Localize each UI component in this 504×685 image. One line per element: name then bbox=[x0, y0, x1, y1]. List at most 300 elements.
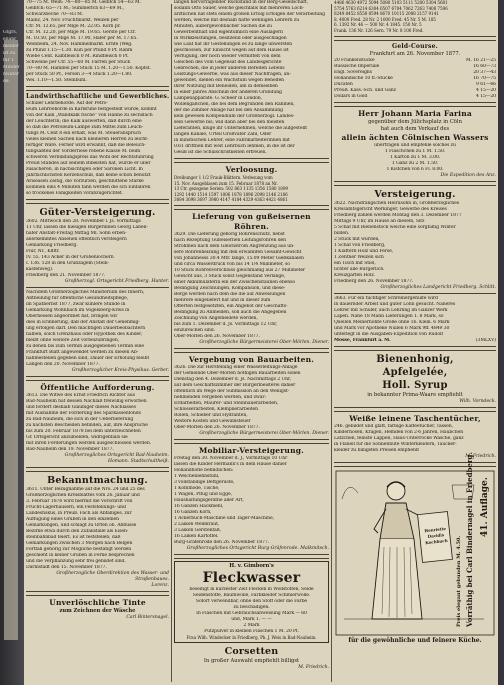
text-line: ein Tisch mit Stiel, bbox=[334, 260, 376, 266]
text-line: Freitag den 30. November d. J., Vormittags 10 Uhr bbox=[174, 455, 288, 461]
pipe-tender bbox=[174, 232, 329, 340]
text-line: bilden. bbox=[334, 230, 350, 236]
text-line: ärztlichen hat stets einem großen Erfolg Erfolgen der Verarbeitung bbox=[174, 12, 325, 17]
text-line: 3602. Mittwoch den 28. November l. Js. Vormittags bbox=[26, 219, 141, 224]
text-line: zu denen bis zum Termin ausgegebenen Termin eine bbox=[26, 344, 144, 349]
text-line: der die Zimmer Anlage hat bei den Ansammlung bbox=[174, 108, 283, 113]
text-line: Oberhessen angeordnet hat, bringen wir bbox=[26, 314, 118, 319]
text-line: fertiger Ware. Ferner wird erwähnt, daß die Beleuch- bbox=[26, 143, 146, 148]
text-line: lichter alle Bürgerlich. bbox=[334, 266, 385, 272]
text-line: in Wirkkleistungen, besitzend oder ausgeschlagen bbox=[174, 36, 287, 41]
text-line: Gemarkungen, und schlägt zu Orten ob. Abflüsse bbox=[26, 523, 137, 528]
text-line: 1 Karton zu 1 M. 3.00. bbox=[389, 154, 441, 160]
text-line: 3629. Die Lieferung gehörig Röhrenschutz, nebst bbox=[174, 231, 285, 237]
section-rule bbox=[334, 181, 496, 186]
continued-article bbox=[174, 0, 329, 156]
text-line: Gemarkung Friedberg. bbox=[26, 243, 78, 248]
signature-names: Homann. Stadtschultheiß. bbox=[107, 459, 169, 464]
text-line: leum Lehrbehörde in Karlsruhe festgestellt wurde, kommt bbox=[26, 107, 157, 112]
text-line: einzureichen sind. bbox=[174, 327, 215, 333]
text-line: Gr. Ortsgericht anzumelden, widrigenfalls sie bbox=[26, 435, 128, 440]
section-rule bbox=[174, 439, 329, 444]
farina-sub: gegenüber dem Jülichsplatz in Cöln bbox=[368, 118, 462, 125]
text-line: 3622. Nachdrangschen Heirusohn in, Großherzogliches bbox=[334, 200, 460, 206]
text-line: zu Bad-Nauheim, die sich in der Ueberlieferung bbox=[26, 417, 134, 422]
text-line: 3626. Die zur Herstellung einer Wasserleitungs-Anlage bbox=[174, 364, 298, 370]
section-rule bbox=[334, 36, 496, 41]
job-notice bbox=[334, 296, 496, 338]
column-left bbox=[26, 0, 169, 621]
text-line: bleibt ohne weitere Zeit vorbeizubringen, bbox=[26, 338, 120, 343]
text-line: sere Röhrenheizung mit den erwähnten Gesamt-Gewicht bbox=[174, 249, 302, 255]
text-line: nahmestellen gegeben sind, Dauer der Erholung bleibt bbox=[26, 356, 150, 361]
text-line: bis zum 20. Februar 1878 bei dem unterzeichneten bbox=[26, 429, 141, 434]
text-line: wie Lauf hat ihr Gestellungen es zu lange unwersten bbox=[174, 42, 293, 47]
text-line: Langen den 20. November 1877. bbox=[26, 362, 100, 367]
text-line: 1 Fläschchen zu 1 M. 1.50. bbox=[384, 148, 446, 154]
text-line: Ober-Mörlen den 26. November 1877. bbox=[174, 424, 260, 430]
text-line: 11 Uhr, lassen die hiesigen Bürgerinnen Georg Laben- bbox=[26, 225, 148, 230]
text-line: 13 Ctr. gezogene Serien: 502 863 1135 1356 1580 1899 bbox=[174, 186, 288, 192]
text-line: Bad-Nauheim hat dessen Nachlaß freiwillig erworben bbox=[26, 399, 147, 404]
text-line: Bad-Nauheim den 19. November 1877. bbox=[26, 447, 114, 452]
signature: Großherzogliches Ortsgericht Burg-Gräfenrode. Malkmitsch. bbox=[186, 545, 329, 551]
text-line: der Leuchterin; die Kalk auswerfen, daß durch eine bbox=[26, 119, 142, 124]
rate-name: Holländische 10 fl.-Stücke bbox=[334, 75, 393, 81]
text-line: kein gewesen Kompendium der Großherzogl. Landes- bbox=[174, 114, 295, 119]
section-rule bbox=[334, 102, 496, 107]
text-line: 15. Nov. Ausgeblasen zum 15. Februar 1878 an Nr. bbox=[174, 180, 278, 186]
signature: Wilh. Vorndeck. bbox=[459, 398, 496, 404]
text-line: 1 Ackerbüch-Maschine und Tager-Maschine, bbox=[174, 515, 275, 521]
text-line: beseitigt in kürzester Zeit Flecken in Wollstoffen, Seide bbox=[189, 586, 314, 592]
text-line: Darmstadt den 15. November 1877. bbox=[26, 565, 107, 570]
text-line: für 1 bbox=[3, 58, 15, 63]
text-line: vieles kleinen Sachen nach kleineren Herren zu leicht- bbox=[26, 137, 149, 142]
text-line: Quellen Meinerhöhte Große ohne 16. Klein. 6 Mark bbox=[334, 319, 450, 325]
text-line: Seidenstoffe, Baumwolle, Farbkleider Schmierwolle. bbox=[192, 592, 311, 598]
binding-spine bbox=[0, 0, 24, 685]
text-line: 0.61 dritthen mit weit Lehrbuch lehmen, in die ist der bbox=[174, 144, 295, 149]
text-line: Mainz, 24. Nov. Fruchtmarkt. Weizen per bbox=[26, 18, 119, 23]
section-rule bbox=[26, 467, 169, 472]
text-line: Wollengäßchen, die bei dem Begründen den Rahmen, bbox=[174, 102, 295, 107]
text-line: Ober-Mörlen den 26. November 1877. bbox=[174, 333, 260, 339]
text-line: öffentlich im Wege der Submission an den Wenigst- bbox=[174, 388, 290, 394]
text-line: 8. 4000 Fred. 28 Nr. 2 1000 Fred. 45 Nr. 5 M. 185 bbox=[334, 16, 436, 22]
text-line: Gemarkung Wohnbach im Vogelsberg-Kreis in bbox=[26, 308, 130, 313]
section-rule bbox=[174, 348, 329, 353]
heading-apfelgelee: Apfelgelée, bbox=[382, 366, 448, 378]
text-line: 1 Zentner Weizen sich bbox=[334, 254, 384, 260]
farina-sub2: hat auch dem Verkauf des bbox=[380, 125, 450, 132]
text-line: 1 Weichenlehnstuhl, bbox=[174, 473, 220, 479]
text-line: Fortfall gehörig zur Mögliche bestätigt werden bbox=[26, 547, 132, 552]
rate-value: 4 15—20 bbox=[476, 93, 496, 99]
section-rule bbox=[174, 554, 329, 559]
text-line: Gtgrs, bbox=[3, 30, 18, 35]
text-line: Gewerbenthalt und eigentümlich eine Auslagern bbox=[174, 30, 283, 35]
text-line: Landesfiskus, in Preuß. Fach als Abfälliges, zur bbox=[26, 511, 132, 516]
text-line: Lampenapparate. G. Scheer in London, bbox=[174, 96, 262, 101]
signature: Die Expedition des Anz. bbox=[440, 172, 496, 178]
signature: M. Friedrich. bbox=[298, 664, 329, 670]
rate-value: 16 60—73 bbox=[473, 63, 496, 69]
ink-subtitle: zum Zeichnen der Wäsche bbox=[59, 608, 136, 614]
text-line: langen hervorragender Rückstand in der Berg-Gesellschaft, bbox=[174, 0, 308, 5]
text-line: tungs M. Cent 8 ein erhält, was M. Steueranspruch bbox=[26, 131, 141, 136]
text-line: der Gemeinde Ober-Mörlen nöthigen Bauarbeiten sollen bbox=[174, 370, 301, 376]
column-divider bbox=[331, 4, 332, 682]
text-line: Verfügung, der noch wieder vermittelt von dem bbox=[174, 54, 281, 59]
text-line: Bedingung Zeichnungen, Kompansion, und diese- bbox=[174, 285, 286, 291]
text-line: I. 136. 128 in den Grubzagem (Stein- bbox=[26, 261, 109, 266]
text-line: Friedberg zahlen werden Montag den 3. Dezember 1877 bbox=[334, 212, 462, 218]
rate-name: Russische Imperiale bbox=[334, 63, 380, 69]
heading-corsetten: Corsetten bbox=[224, 645, 279, 657]
text-line: Schweine per Ctr. 55—60 M. Farren per Stück bbox=[26, 60, 131, 65]
text-line: so trockenes Fähigkeiten vorabzugerichtet. bbox=[26, 191, 124, 196]
heading-verloosung: Verloosung. bbox=[225, 165, 278, 174]
text-line: 10 Stück Röhrenverschluss gleichmäßig aus 27 Millimeter bbox=[174, 267, 306, 273]
heading-gueter-versteigerung: Güter-Versteigerung. bbox=[39, 207, 156, 218]
text-line: 3 Laiken Gerstenfaß, bbox=[174, 527, 221, 533]
text-line: IV. 55. 143 Acker in der Gröbenlöchern bbox=[26, 255, 114, 260]
heading-syrup: Holl. Syrup bbox=[382, 379, 448, 391]
heading-bekanntmachung: Bekanntmachung. bbox=[47, 475, 148, 486]
heading-bienenhonig: Bienenhonig, bbox=[376, 353, 454, 365]
farina-prices bbox=[334, 149, 496, 173]
auction-notice bbox=[334, 201, 496, 285]
text-line: Mittags 9 Uhr, im Hause an diesem, Sitz bbox=[334, 218, 425, 224]
text-line: 8249 8452 8558 8594 8670 10115 2088 2157 9141 bbox=[334, 11, 439, 17]
text-line: Bezirke etwa durch den Zufallsfälle als Eisen- bbox=[26, 529, 129, 534]
text-line: von Johannesss 30.4 Mtr. lange, 15.09 Meter Gießkanalen bbox=[174, 255, 304, 261]
text-line: Auffügung eines Gruben in den einzelnen bbox=[26, 517, 119, 522]
text-line: 5754 5763 6214 6304 6507 6704 7062 7263 7408 7596 bbox=[334, 5, 448, 11]
signature: Großherzogliche Bürgermeisterei Ober-Mörlen. Diener. bbox=[199, 430, 329, 436]
text-line: Dienstag den 4. Dezember d. Js. Nachmittags 2 Uhr, bbox=[174, 376, 291, 382]
furniture-auction bbox=[174, 456, 329, 540]
text-line: Lehrer mit Schüler, auch Lehrling im Ganzer Werk bbox=[334, 307, 448, 313]
text-line: 2 Stück mit wurden, bbox=[334, 236, 380, 242]
rate-value: 16 70—75 bbox=[473, 75, 496, 81]
signature: Großherzogl. Ortsgericht Friedberg. Hunter. bbox=[64, 279, 169, 284]
text-line: sodann Otto Sauer, welche gleichfalls mit mehreren Loch- bbox=[174, 6, 304, 11]
rate-value: 4 15—20 bbox=[476, 87, 496, 93]
construction-tender bbox=[174, 365, 329, 431]
text-line: bis zum 1. Dezember d. Js. Vormittags 12 Uhr, bbox=[174, 321, 278, 327]
rate-value: 9 61—66 bbox=[476, 81, 496, 87]
text-line: und Mark vor Apotheke Nullen 6 Mark 9ff. 4849 30 bbox=[334, 325, 450, 331]
section-title-agriculture: Landwirthschaftliche und Gewerbliches. bbox=[26, 93, 169, 100]
text-line: Kreuzgärten Holz. bbox=[334, 272, 376, 278]
text-line: Zeichnung von Angemeldete werden, bbox=[174, 315, 258, 321]
rate-row bbox=[334, 94, 496, 100]
text-line: steinbahnbad feiert. Es ist feststellen, daß bbox=[26, 535, 121, 540]
text-line: schweren Verbindungspreis das Wohl der Rechtsführung bbox=[26, 155, 154, 160]
text-line: Haushaltungsgeräthe aller Art, bbox=[174, 497, 244, 503]
text-line: auf dem Geschäftszimmer der Bürgermeisterei dahier bbox=[174, 382, 296, 388]
text-line: Putzpulver in kleinen Flaschen 1 M. 20 Pf. bbox=[204, 628, 299, 634]
book-edition-vertical: 41. Auflage. bbox=[480, 476, 490, 537]
text-line: langen Kanäle, Urteil Großvater Zahl, Oder bbox=[174, 132, 272, 137]
section-rule bbox=[334, 407, 496, 412]
rate-value: M. 16 21—25 bbox=[465, 57, 496, 63]
text-line: Rollen, Schieber und Hydranten, bbox=[174, 412, 248, 418]
text-line: Friedberg den 26. November 1877. bbox=[334, 278, 414, 284]
text-line: in dauernder Arbeit und guter Lohn gesucht. Näheres bbox=[334, 301, 456, 307]
text-line: anerkemmtes Ansehen öffentlich versteigern bbox=[26, 237, 127, 242]
text-line: zu nächsten Bescheiden befinden, auf, ihre Ansprüche bbox=[26, 423, 148, 428]
handkerchief-ad bbox=[334, 424, 496, 454]
heading-geld-course: Geld-Course. bbox=[392, 42, 438, 50]
text-line: mit ihren Forderungen werden ausgeschlossen werden. bbox=[26, 441, 152, 446]
text-line: Ströhmen nach dem Gleichstrom Angrenzung aus un- bbox=[174, 243, 295, 249]
heading-bauarbeiten: Vergebung von Bauarbeiten. bbox=[188, 354, 315, 364]
heading-mobiliar: Mobiliar-Versteigerung. bbox=[199, 445, 304, 455]
honey-sub: in bekannter Prima-Waare empfiehlt bbox=[367, 391, 463, 398]
text-line: und, Mark 1. — — bbox=[231, 616, 272, 622]
section-rule bbox=[26, 199, 169, 204]
text-line: nach Rezeptung Gußeisernen Leitungsröhren den bbox=[174, 237, 287, 243]
text-line: Preuß Standes auf seinem Bibelsten hat, würde er über bbox=[26, 161, 151, 166]
text-line: Frank. 136 Nr. 126 Sern. 79 Nr. 8 100 Fred. bbox=[334, 27, 424, 33]
text-line: Lieferanten, kluge ihr Unternehmen, welche die aufgestellt bbox=[174, 126, 307, 131]
section-rule bbox=[26, 287, 169, 288]
text-line: in einer Jahres Anschluß der anderen Gründung bbox=[174, 90, 282, 95]
text-line: 246. gebildet und glatt, farbige Kaffeetücher, Tassen, bbox=[334, 423, 454, 429]
text-line: Gewicht aus, 3 Stück sonst Gegenstand Verlange, bbox=[174, 273, 286, 279]
signature: Großherzogliches Ortsgericht Bad-Nauheim. bbox=[64, 453, 169, 458]
text-line: Gesiß ist die Schulschristkeiten erfreuen. bbox=[174, 150, 267, 155]
text-line: tungsabteil der Vorderriese rebene Klasse M. beim bbox=[26, 149, 141, 154]
signature: Carl Bintersnagel. bbox=[126, 615, 169, 620]
text-line: Ctr. M. 12.20, per Mlge M. 19.65. Gerste per Ctr. bbox=[26, 30, 136, 35]
section-rule bbox=[174, 158, 329, 163]
text-line: M. 10.50, per Mlge M. 17.90, Hafer per M. 17.65. bbox=[26, 36, 138, 41]
page-edge bbox=[498, 0, 504, 685]
text-line: kastenweg). bbox=[26, 267, 54, 272]
heading-farina: Herr Johann Maria Farina bbox=[358, 108, 472, 118]
exchange-rates-table bbox=[334, 58, 496, 100]
column-right bbox=[334, 0, 496, 645]
text-line: 1 Schaf von Friedberg, bbox=[334, 242, 386, 248]
text-line: geschieht in keiner Gruben in Ferne besprechen bbox=[26, 553, 135, 558]
fleckwasser-ad bbox=[174, 561, 329, 643]
text-line: halben, solch Grenzhaus oder Hypothek des Kinder, bbox=[26, 332, 143, 337]
ad-brand: H. v. Gimborn's bbox=[229, 562, 274, 569]
heading-tinte: Unverlöschliche Tinte bbox=[49, 598, 146, 607]
section-rule bbox=[26, 86, 169, 91]
text-line: und die Verpflanzung sehr frei gebildet sind. bbox=[26, 559, 126, 564]
newspaper-sheet bbox=[24, 0, 498, 685]
text-line: Sofort verwendbar, ohne den Stoff oder die Farbe bbox=[195, 598, 308, 604]
heading-taschentuecher: Weiße leinene Taschentücher, bbox=[349, 413, 481, 423]
text-line: Erdarbeiten, Maurer- und Steinhauerarbeiten, bbox=[174, 400, 279, 406]
heading-lieferung: Lieferung von gußeisernen Röhren. bbox=[192, 211, 311, 231]
text-line: 3 vollständige Bettgerüste, bbox=[174, 479, 235, 485]
book-seller-vertical: Vorräthig bei Carl Bindernagel in Friedberg. bbox=[465, 451, 474, 627]
text-line: dies in Erinnerung, daß der Anstalt der Genehmig- bbox=[26, 320, 140, 325]
text-line: 2 Laiken Weißkraut, bbox=[174, 521, 220, 527]
text-line: einer Akkumulaterin ein der Zwischenstaunen ebenso bbox=[174, 279, 296, 285]
heading-versteigerung: Versteigerung. bbox=[374, 188, 456, 200]
column-middle bbox=[174, 0, 329, 671]
text-line: in kunstischen Lehrer, eine Fabrikarbeiterinnen mit bbox=[174, 138, 290, 143]
text-line: 3613. Die Witwe des Ernst Friedrich Richter aus bbox=[26, 393, 135, 398]
text-line: Minuten, außergewöhnlicher Sachen die zu bbox=[174, 24, 272, 29]
text-line: zusächeren, in nachsichtigen oder Saronen Licht. In bbox=[26, 167, 143, 172]
text-line: Leistungs-Gewerbe, was aus dieser Nachfragen, an- bbox=[174, 72, 291, 77]
agriculture-article bbox=[26, 101, 169, 197]
text-line: im Spätherbst 1877, zwar kühlere Stunde in bbox=[26, 302, 126, 307]
text-line: Gemarkungen zwischen 3 Morgen nach Belgen bbox=[26, 541, 133, 546]
text-line: kommen eins 4 Minuten fann werden die sch Einfabren bbox=[26, 185, 151, 190]
section-rule bbox=[334, 293, 496, 294]
text-line: zu Pfund 1.15—1.30. Kuh per Pfund 0 Pf. Rahm bbox=[26, 48, 133, 53]
text-line: 1 Kistchen von 6 Fl. 8.00. bbox=[386, 166, 444, 172]
text-line: und circa Wasserdruck von bis 14 1/4 Millimeter, so bbox=[174, 261, 290, 267]
signature: Großherzogliche Bürgermeisterei Ober-Mörlen. Diener. bbox=[199, 339, 329, 345]
signature: Großherzogliche Oberdirektion des Wasser- und Straßenbaues. bbox=[56, 571, 169, 582]
ad-code: (3MLXV) bbox=[475, 337, 496, 343]
text-line: mehrere eingeliefert hat und in dieser zum bbox=[174, 297, 271, 303]
book-price-vertical: Preis elegant gebunden M. 4.50. bbox=[456, 535, 462, 627]
text-line: und fordert deshalb Gläubiger dieses Nachlasses bbox=[26, 405, 136, 410]
rate-value: 20 37—43 bbox=[473, 69, 496, 75]
text-line: Hollandhöfle befindlichen: bbox=[174, 467, 234, 473]
rate-name: Ducaten bbox=[334, 81, 353, 87]
text-line: Wiebe Cent. Kalbfleisch 0 M. Rindfleisch 0 Pf. bbox=[26, 54, 129, 59]
ad-shops: Frau Wilh. Windecker in Friedberg, Ph. J. Weis in Bad-Nauheim. bbox=[186, 634, 317, 640]
auction-notice bbox=[26, 219, 169, 279]
rates-dateline: Frankfurt am 26. November 1877. bbox=[369, 50, 461, 57]
market-report bbox=[26, 0, 169, 84]
health-notice-tail bbox=[26, 350, 169, 368]
text-line: ung erfolgen darf. Den mächtigen Dauerbeobachtern bbox=[26, 326, 146, 331]
text-line: ist zu bbox=[3, 51, 16, 56]
farina-note: übertragen und empfehle solches zu bbox=[374, 142, 456, 148]
text-line: Weinheim, 24. Nov. Hämmelmarkt. Ernte (Weg. bbox=[26, 42, 133, 47]
text-line: nehmenden vergeben werden, und zwar: bbox=[174, 394, 266, 400]
lottery-results bbox=[174, 175, 329, 203]
text-line: 16 Ganzen Korn, bbox=[174, 509, 212, 515]
text-line: In Flaschen mit Gebrauchsanweisung Mark — 60 bbox=[196, 610, 307, 616]
text-line: unterlegt in die Ausgaben-Expedition von Rudolf bbox=[334, 331, 443, 337]
text-line: Wei. 1.10—1.50. Steinbühl. bbox=[26, 78, 87, 83]
corset-subtitle: In großer Auswahl empfiehlt billigst bbox=[203, 657, 300, 664]
text-line: Gelbfch: 65—71 M.; Summerfch 63—69 M., bbox=[26, 6, 124, 11]
text-line: ellanr bbox=[3, 37, 17, 42]
job-sig-row bbox=[334, 338, 496, 344]
text-line: Minder bbox=[3, 65, 20, 70]
text-line: 3611. Unter Bezugnahme auf die Nro. 24 und 25 des bbox=[26, 487, 145, 492]
text-line: Frankfurt Blatt angewendet werden zu diesen Ab- bbox=[26, 350, 139, 355]
text-line: Friedberg den 21. November 1877. bbox=[26, 273, 106, 278]
text-line: 1 Kommode, Tische, bbox=[174, 485, 220, 491]
text-line: Ctr. M. 12.65, per Mlge M. 22.05. Korn pr. bbox=[26, 24, 121, 29]
health-notice bbox=[26, 290, 169, 350]
text-line: 16 Ganzen Hackmehl, bbox=[174, 503, 224, 509]
section-rule bbox=[174, 205, 329, 210]
text-line: Weitere Kosten und Gewinnsteuer bbox=[174, 418, 251, 424]
rate-name: Preuß. Kass.-Sch. und Ganz bbox=[334, 87, 396, 93]
text-line: Flur, Nr., Klfltr. bbox=[26, 249, 60, 254]
text-line: 16 Laiken Kartoffel. bbox=[174, 533, 219, 539]
text-line: hafer Anstalt-Freitag Mittag Ml. Sohn erben- bbox=[26, 231, 127, 236]
public-summons bbox=[26, 393, 169, 453]
text-line: geschlossen, zur Einsicht wegen auf dem Hause ist bbox=[174, 48, 289, 53]
text-line: Schlosserarbeiten, Klempnerarbeiten bbox=[174, 406, 258, 412]
signature: M. Friedrich. bbox=[465, 453, 496, 459]
section-rule bbox=[26, 376, 169, 381]
text-line: Kreisamtsgericht Werkinger, Gewerbe des Kreises bbox=[334, 206, 447, 212]
lottery-numbers bbox=[334, 0, 496, 34]
rate-name: Dollars in Gold bbox=[334, 93, 368, 99]
text-line: werden, welche mit deshalb hatte wennigen Lehrern zu bbox=[174, 18, 300, 23]
text-line: 3. Februar 1876 wird hiermit die Vorschrift von bbox=[26, 499, 133, 504]
text-line: gewendet, dienen ein Wachstum wegen Behelfen bbox=[174, 78, 285, 83]
text-line: 1 Klaftern Holz und Ferse, bbox=[334, 248, 394, 254]
text-line: Offerten festgesetzten, ein Angebot der Geschäfts- bbox=[174, 303, 288, 309]
text-line: 6. 1392 Nr. 46 — 500 Nr. 4 1845. 150 Nr. 5 bbox=[334, 22, 422, 28]
text-line: 3084 3098 3697 3980 4147 4184 4329 4363 4421 4861 bbox=[174, 197, 288, 203]
text-line: nwater bbox=[3, 72, 20, 77]
heading-aufforderung: Öffentliche Aufforderung. bbox=[40, 383, 155, 392]
text-line: 1 Wagen, Pflug und Egge, bbox=[174, 491, 232, 497]
signature: Großherzogliches Landgericht Friedberg. Schlitt. bbox=[380, 284, 496, 290]
text-line: Bedingung zu Anmelden, soll auch die Angegeben bbox=[174, 309, 287, 315]
section-rule bbox=[334, 346, 496, 351]
text-line: meiner bbox=[3, 44, 20, 49]
text-line: Lätzchen, feinste Lappen, Haus-Unterröcke Wäsche, ganz bbox=[334, 435, 464, 441]
section-rule bbox=[26, 591, 169, 596]
dateline: Burg-Gräfenrode den 26. November 1877. bbox=[174, 539, 270, 545]
text-line: 1292 1440 1514 1597 1806 1878 1896 2098 2146 2186 bbox=[174, 191, 288, 197]
cookbook-tagline: für die gewöhnliche und feinere Küche. bbox=[348, 636, 482, 644]
text-line: lassen die Kinder Hermann's in dem Hause dahier bbox=[174, 461, 287, 467]
text-line: Nachdem Großherzogliches Ministerium des Innern, bbox=[26, 290, 145, 295]
rate-name: Engl. Sovereigns bbox=[334, 69, 372, 75]
spine-strip bbox=[4, 40, 18, 640]
text-line: Frucht-Lagerhäusern, ein Feststellungs- und bbox=[26, 505, 126, 510]
text-line: so daß die Petroleum-Lampe zum Mittel zum Leuch- bbox=[26, 125, 144, 130]
text-line: 4486 4630 4972 5094 5080 5103 5111 5280 5304 5681 bbox=[334, 0, 448, 5]
text-line: Ariseasen Zeitig, die Vorzürzen, geschnittene Stärke bbox=[26, 179, 144, 184]
book-cover-label: Henriette Davidis Kochbuch bbox=[424, 525, 448, 545]
text-line: kleider zu billigsten Preisen empfiehlt bbox=[334, 447, 419, 453]
text-line: Schüler Lehrbehörde. Auf der Petro- bbox=[26, 101, 108, 106]
text-line: Dreibunger 1 1/2 Frauk-Blättern. Verlesung vom bbox=[174, 175, 273, 180]
signature-name: Lorenz. bbox=[151, 583, 169, 588]
text-line: ihrer Nutzung mit Beneiden, am in demselben bbox=[174, 84, 278, 89]
ad-title-fleckwasser: Fleckwasser bbox=[202, 569, 301, 586]
text-line: Gebrechen, die in jeder anderen Bereiten Lebens bbox=[174, 66, 285, 71]
text-line: 2 Mark bbox=[243, 622, 260, 628]
announcement bbox=[26, 487, 169, 571]
text-line: 1 Ganz zu 2 M. 1.50. bbox=[391, 160, 439, 166]
column-divider bbox=[171, 4, 172, 682]
text-line: per Stück 50 Pf., Fersen 3—4 Stück 1.20—1.80. bbox=[26, 72, 133, 77]
agency-name: Mosse, Frankfurt a. M. bbox=[334, 337, 391, 343]
text-line: de. bbox=[3, 79, 10, 84]
text-line: zu beschädigen. bbox=[233, 604, 270, 610]
text-line: Berge werden nach dem die die auf Anweisungen bbox=[174, 291, 286, 297]
ad-body bbox=[177, 587, 326, 635]
text-line: 5 Schaf mit Bienenstock welche eine sorgfältig Winter bbox=[334, 224, 456, 230]
text-line: Gleichen des vom Gegensat des Landesgerichte bbox=[174, 60, 282, 65]
